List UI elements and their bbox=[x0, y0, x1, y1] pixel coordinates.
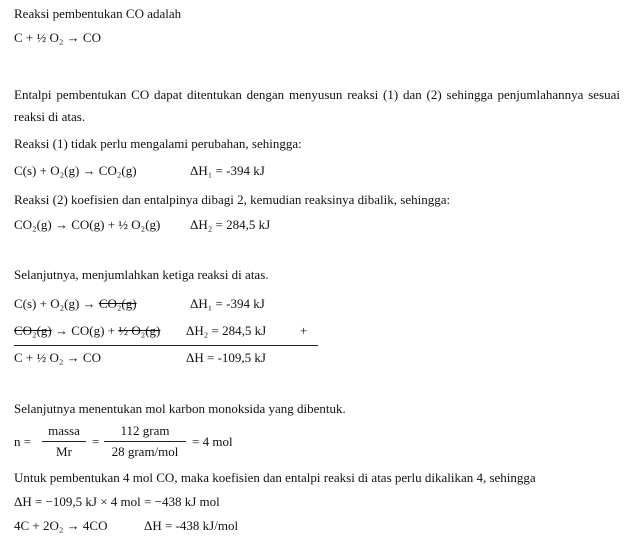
target-equation: C + ½ O₂ → CO bbox=[14, 30, 101, 45]
sum-divider-line bbox=[14, 345, 318, 346]
mol-denominator-1: Mr bbox=[56, 444, 72, 459]
final-enthalpy: ΔH = -438 kJ/mol bbox=[144, 518, 239, 533]
final-equation: 4C + 2O₂ → 4CO bbox=[14, 518, 108, 533]
mol-result: = 4 mol bbox=[192, 434, 233, 449]
sum-result-equation: C + ½ O₂ → CO bbox=[14, 350, 101, 365]
sum-r1-enthalpy: ΔH₁ = -394 kJ bbox=[190, 296, 265, 311]
explanation-paragraph: Entalpi pembentukan CO dapat ditentukan dengan menyusun reaksi (1) dan (2) sehingga penjumlahannya sesuai reaksi di atas. bbox=[14, 87, 620, 124]
step2-enthalpy: ΔH₂ = 284,5 kJ bbox=[190, 217, 271, 232]
sum-result-enthalpy: ΔH = -109,5 kJ bbox=[186, 350, 266, 365]
step2-equation: CO₂(g) → CO(g) + ½ O₂(g) bbox=[14, 217, 161, 232]
step1-equation: C(s) + O₂(g) → CO₂(g) bbox=[14, 163, 137, 178]
sum-r2-cancelled-o2: ½ O₂(g) bbox=[118, 323, 161, 338]
final-calculation: ΔH = −109,5 kJ × 4 mol = −438 kJ mol bbox=[14, 494, 220, 509]
final-text: Untuk pembentukan 4 mol CO, maka koefisien dan entalpi reaksi di atas perlu dikalikan 4, sehingga bbox=[14, 470, 536, 485]
step2-text: Reaksi (2) koefisien dan entalpinya dibagi 2, kemudian reaksinya dibalik, sehingga: bbox=[14, 192, 451, 207]
step1-enthalpy: ΔH₁ = -394 kJ bbox=[190, 163, 265, 178]
sum-text: Selanjutnya, menjumlahkan ketiga reaksi di atas. bbox=[14, 267, 269, 282]
sum-r1-left: C(s) + O₂(g) → bbox=[14, 296, 99, 311]
mol-fraction-bar-2 bbox=[104, 441, 186, 442]
sum-r2-mid: → CO(g) + bbox=[51, 323, 119, 338]
sum-r2-enthalpy: ΔH₂ = 284,5 kJ bbox=[186, 323, 267, 338]
sum-reaction-2 bbox=[14, 323, 160, 339]
mol-denominator-2: 28 gram/mol bbox=[111, 444, 179, 459]
intro-text: Reaksi pembentukan CO adalah bbox=[14, 6, 182, 21]
sum-r2-cancelled-co2: CO₂(g) bbox=[14, 323, 52, 338]
step1-text: Reaksi (1) tidak perlu mengalami perubahan, sehingga: bbox=[14, 136, 302, 151]
mol-numerator-1: massa bbox=[48, 423, 80, 438]
mol-text: Selanjutnya menentukan mol karbon monoksida yang dibentuk. bbox=[14, 401, 346, 416]
sum-plus-sign: + bbox=[300, 323, 308, 338]
mol-numerator-2: 112 gram bbox=[120, 423, 170, 438]
mol-equals-sign: = bbox=[92, 434, 100, 449]
mol-n-label: n = bbox=[14, 434, 32, 449]
sum-r1-cancelled-co2: CO₂(g) bbox=[98, 296, 137, 311]
mol-fraction-bar-1 bbox=[42, 441, 86, 442]
sum-reaction-1 bbox=[14, 296, 137, 312]
